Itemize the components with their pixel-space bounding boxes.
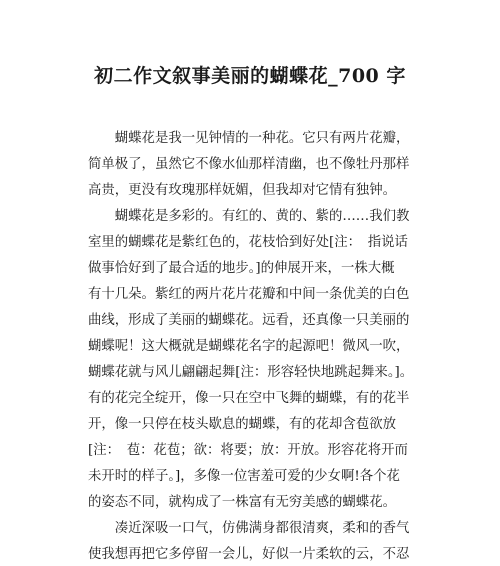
body-line: 室里的蝴蝶花是紫红色的，花枝恰到好处[注： 指说话 — [88, 235, 408, 250]
body-line: [注： 苞：花苞；欲：将要；放：开放。形容花将开而 — [88, 443, 408, 458]
body-line: 蝴蝶呢！这大概就是蝴蝶花名字的起源吧！微风一吹， — [88, 339, 410, 354]
body-line: 有十几朵。紫红的两片花片花瓣和中间一条优美的白色 — [88, 287, 410, 302]
body-line: 简单极了，虽然它不像水仙那样清幽，也不像牡丹那样 — [88, 157, 410, 172]
body-line: 高贵，更没有玫瑰那样妩媚，但我却对它情有独钟。 — [88, 183, 396, 198]
body-line: 凑近深吸一口气，仿佛满身都很清爽，柔和的香气 — [88, 521, 410, 536]
body-line: 开，像一只停在枝头歇息的蝴蝶，有的花却含苞欲放 — [88, 417, 396, 432]
body-line: 做事恰好到了最合适的地步。]的伸展开来，一株大概 — [88, 261, 395, 276]
body-line: 的姿态不同，就构成了一株富有无穷美感的蝴蝶花。 — [88, 495, 396, 510]
body-line: 未开时的样子。]，多像一位害羞可爱的少女啊!各个花 — [88, 469, 400, 484]
body-line: 曲线，形成了美丽的蝴蝶花。远看，还真像一只美丽的 — [88, 313, 410, 328]
body-line: 有的花完全绽开，像一只在空中飞舞的蝴蝶，有的花半 — [88, 391, 410, 406]
body-line: 使我想再把它多停留一会儿，好似一片柔软的云，不忍 — [88, 547, 410, 562]
body-line: 蝴蝶花是我一见钟情的一种花。它只有两片花瓣， — [88, 131, 410, 146]
body-line: 蝴蝶花就与风儿翩翩起舞[注：形容轻快地跳起舞来。]。 — [88, 365, 414, 380]
body-line: 蝴蝶花是多彩的。有红的、黄的、紫的……我们教 — [88, 209, 410, 224]
article-title: 初二作文叙事美丽的蝴蝶花_700 字 — [94, 65, 406, 87]
article-body — [88, 126, 428, 566]
